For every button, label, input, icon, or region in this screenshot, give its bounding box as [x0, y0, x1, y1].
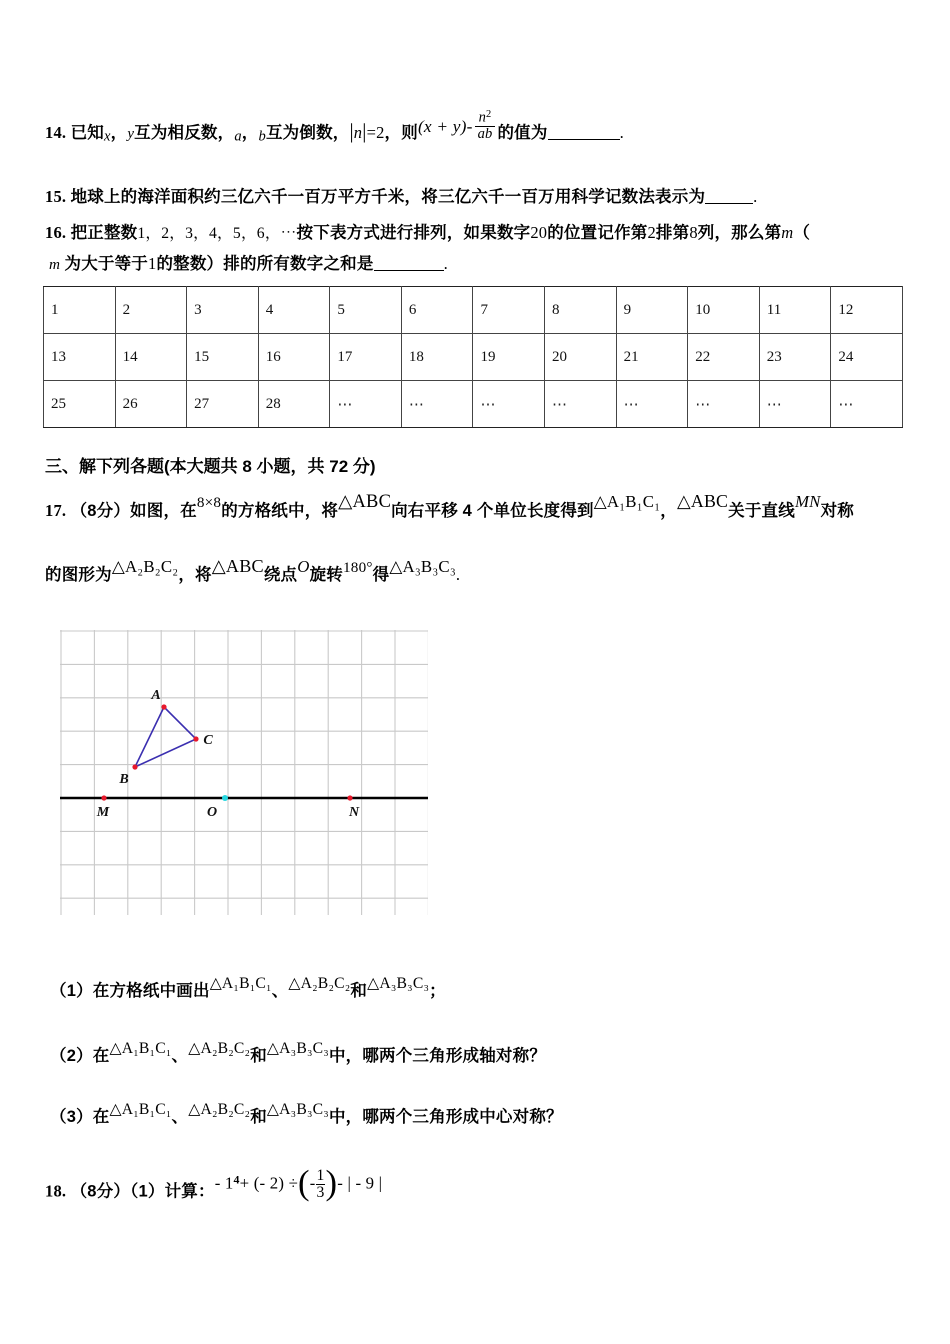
q16-answer-blank[interactable]: [374, 255, 444, 271]
table-cell: 18: [401, 334, 473, 381]
q14-var-x: x: [103, 128, 111, 145]
table-cell: ⋯: [545, 381, 617, 428]
table-cell: 21: [616, 334, 688, 381]
q17-text-a: 如图，在: [130, 502, 197, 520]
q16-line2-text-b: 的整数）排的所有数字之和是: [156, 255, 374, 274]
vertex-label-b: B: [119, 772, 129, 787]
table-cell: 13: [44, 334, 116, 381]
q17-sub1-sep-2: 和: [350, 982, 368, 1000]
table-row: [44, 334, 903, 381]
q17-sub2-text: 在: [92, 1047, 110, 1065]
q18-expr-b: + (- 2) ÷: [239, 1173, 299, 1193]
q14-number: 14.: [45, 122, 67, 142]
q16-line2-var-m: m: [49, 256, 61, 274]
table-cell: 26: [115, 381, 187, 428]
q16-num-8: 8: [689, 223, 698, 242]
q17-sub2-triangle-2: △A₂B₂C₂: [188, 1040, 251, 1057]
q17-triangle-a1b1c1: △A₁B₁C₁: [593, 492, 661, 511]
q17-line2-text-c: 旋转: [309, 566, 343, 584]
q17-sub2-triangle-3: △A₃B₃C₃: [266, 1040, 329, 1057]
table-cell: 15: [187, 334, 259, 381]
q17-text-d: 关于直线: [728, 502, 795, 520]
q14-comma-1: ，: [110, 123, 128, 142]
q18-frac-denominator: 3: [316, 1184, 325, 1202]
table-cell: 9: [616, 287, 688, 334]
point-n-dot: [347, 795, 352, 800]
q17-line-mn: MN: [794, 492, 821, 511]
q18-points: （8分）: [70, 1182, 131, 1201]
q17-number: 17.: [45, 501, 67, 520]
table-cell: 12: [831, 287, 903, 334]
table-cell: 23: [759, 334, 831, 381]
table-cell: 6: [401, 287, 473, 334]
q18-label: 计算：: [164, 1182, 215, 1201]
point-m-dot: [101, 795, 106, 800]
table-cell: 22: [688, 334, 760, 381]
q16-text-a: 把正整数: [70, 224, 138, 242]
q17-line2-comma: ，将: [178, 566, 212, 584]
q15-answer-blank[interactable]: [705, 188, 753, 204]
q16-num-20: 20: [530, 223, 548, 242]
table-cell: 17: [330, 334, 402, 381]
table-cell: 14: [115, 334, 187, 381]
q17-points: （8分）: [70, 502, 131, 520]
table-cell: 16: [258, 334, 330, 381]
q17-sub2-label: （2）: [50, 1047, 93, 1065]
table-cell: ⋯: [831, 381, 903, 428]
q17-sub2-sep-1: 、: [171, 1047, 189, 1065]
q17-sub3-sep-2: 和: [250, 1108, 267, 1126]
table-cell: 10: [688, 287, 760, 334]
q18-expr-a-exponent: 4: [233, 1172, 240, 1187]
q17-sub1-tail: ；: [429, 982, 446, 1000]
q17-triangle-abc-3: △ABC: [211, 556, 264, 576]
q16-text-e: 列，那么第: [697, 224, 782, 242]
q16-var-m: m: [781, 223, 794, 242]
table-cell: 28: [258, 381, 330, 428]
q16-text-b: 按下表方式进行排列，如果数字: [296, 224, 531, 242]
table-row: [44, 381, 903, 428]
table-cell: 2: [115, 287, 187, 334]
table-cell: 1: [44, 287, 116, 334]
q14-var-y: y: [127, 125, 135, 142]
q17-triangle-abc: △ABC: [338, 491, 392, 511]
q17-sub3-text: 在: [92, 1108, 110, 1126]
vertex-a-dot: [161, 704, 166, 709]
q14-text-a: 已知: [70, 123, 104, 142]
q18-paren-left: (: [298, 1164, 310, 1203]
q17-sub1-triangle-1: △A₁B₁C₁: [209, 975, 272, 992]
table-cell: ⋯: [473, 381, 545, 428]
table-row: [44, 287, 903, 334]
q17-point-o: O: [297, 557, 310, 576]
q17-line2-text-d: 得: [372, 566, 390, 584]
q14-eq-two: =2: [366, 122, 385, 142]
q14-frac-numerator: $n^2$: [478, 109, 492, 126]
grid-lines: [60, 630, 428, 915]
q18-paren-right: ): [325, 1164, 338, 1203]
table-cell: 11: [759, 287, 831, 334]
q15-number: 15.: [45, 187, 67, 207]
question-17-line-2: [45, 556, 461, 585]
table-cell: 20: [545, 334, 617, 381]
q14-comma-3: ，: [384, 123, 402, 142]
q16-number: 16.: [45, 223, 67, 242]
q17-triangle-a3b3c3: △A₃B₃C₃: [389, 557, 456, 576]
point-o-dot: [222, 795, 228, 801]
table-cell: 5: [330, 287, 402, 334]
q14-expr-lead: (x + y)-: [417, 116, 473, 136]
table-cell: 19: [473, 334, 545, 381]
q16-period: .: [443, 254, 448, 274]
q17-sub1-triangle-3: △A₃B₃C₃: [367, 975, 430, 992]
q14-text-d: 的值为: [497, 123, 548, 142]
vertex-label-c: C: [203, 733, 213, 748]
q17-sub3-tail: 中，哪两个三角形成中心对称？: [328, 1108, 563, 1126]
q17-grid-size: 8×8: [196, 494, 222, 511]
question-16-line-2: [49, 255, 448, 274]
q14-var-a: a: [234, 128, 242, 145]
q17-sub1-label: （1）: [50, 982, 93, 1000]
q18-expr-d: - | - 9 |: [337, 1173, 383, 1193]
question-18: [45, 1164, 383, 1210]
q17-line2-text-a: 的图形为: [45, 566, 112, 584]
table-cell: ⋯: [401, 381, 473, 428]
question-14: [45, 109, 624, 150]
section-heading: 三、解下列各题(本大题共 8 小题，共 72 分): [45, 457, 376, 476]
q16-num-1: 1: [148, 254, 157, 274]
q16-sequence: 1，2，3，4，5，6，⋯: [137, 225, 297, 242]
table-cell: 7: [473, 287, 545, 334]
q18-expr-a: - 1: [214, 1173, 234, 1193]
question-15: [45, 188, 758, 206]
question-17-sub-1: [50, 975, 446, 1000]
triangle-abc-shape: [135, 707, 196, 767]
q14-period: .: [619, 122, 624, 142]
q16-paren-open: （: [793, 224, 811, 242]
q14-abs-close: |: [362, 120, 367, 143]
table-cell: 3: [187, 287, 259, 334]
point-label-m: M: [96, 805, 110, 820]
question-16-line-1: [45, 224, 810, 242]
table-cell: 8: [545, 287, 617, 334]
q14-then: 则: [401, 123, 418, 142]
q17-sub3-triangle-2: △A₂B₂C₂: [188, 1101, 251, 1118]
q14-text-c: 互为倒数，: [265, 123, 350, 142]
table-cell: ⋯: [330, 381, 402, 428]
q14-frac-num-exponent: 2: [486, 109, 492, 120]
q16-text-c: 的位置记作第: [547, 224, 648, 242]
q16-line2-text-a: 为大于等于: [64, 255, 148, 274]
q17-sub3-triangle-3: △A₃B₃C₃: [266, 1101, 329, 1118]
figure-svg: [60, 630, 428, 915]
table-cell: 4: [258, 287, 330, 334]
question-17-sub-3: [50, 1101, 563, 1126]
q17-sub1-text: 在方格纸中画出: [92, 982, 210, 1000]
vertex-c-dot: [193, 736, 198, 741]
question-17-line-1: [45, 491, 854, 521]
q17-comma: ，: [660, 502, 677, 520]
q14-frac-denominator: ab: [475, 126, 496, 142]
q14-abs-open: |: [349, 120, 354, 143]
q17-sub3-sep-1: 、: [171, 1108, 189, 1126]
q17-line2-period: .: [455, 565, 461, 584]
q17-sub2-triangle-1: △A₁B₁C₁: [109, 1040, 172, 1057]
q17-text-e: 对称: [820, 502, 854, 520]
q17-triangle-a2b2c2: △A₂B₂C₂: [111, 557, 179, 576]
q14-fraction: [475, 110, 496, 142]
point-label-o: O: [206, 805, 218, 820]
number-arrangement-table: [43, 286, 903, 428]
q14-comma-2: ，: [241, 123, 259, 142]
q17-line2-text-b: 绕点: [263, 566, 298, 584]
q18-fraction: [316, 1168, 324, 1202]
table-cell: 25: [44, 381, 116, 428]
q14-var-n: n: [353, 122, 363, 142]
point-label-n: N: [348, 805, 360, 820]
q15-period: .: [753, 187, 758, 207]
vertex-label-a: A: [151, 688, 161, 703]
q18-part: （1）: [130, 1182, 165, 1201]
table-cell: ⋯: [759, 381, 831, 428]
q14-answer-blank[interactable]: [548, 124, 620, 140]
q18-frac-numerator: 1: [316, 1167, 325, 1184]
q17-triangle-abc-2: △ABC: [677, 491, 729, 511]
table-cell: ⋯: [688, 381, 760, 428]
vertex-b-dot: [132, 764, 137, 769]
q17-sub1-triangle-2: △A₂B₂C₂: [288, 975, 351, 992]
q17-text-c: 向右平移 4 个单位长度得到: [391, 502, 594, 520]
q15-text: 地球上的海洋面积约三亿六千一百万平方千米，将三亿六千一百万用科学记数法表示为: [70, 188, 706, 207]
q16-num-2: 2: [647, 223, 656, 242]
q16-text-d: 排第: [655, 224, 690, 242]
grid-paper-figure: [60, 630, 428, 915]
table-cell: ⋯: [616, 381, 688, 428]
q17-sub2-tail: 中，哪两个三角形成轴对称？: [328, 1047, 547, 1065]
q17-sub3-label: （3）: [50, 1108, 93, 1126]
q14-text-b: 互为相反数，: [134, 123, 235, 142]
table-cell: 24: [831, 334, 903, 381]
q18-expr-c: -: [309, 1173, 316, 1193]
question-17-sub-2: [50, 1040, 547, 1065]
table-cell: 27: [187, 381, 259, 428]
q17-text-b: 的方格纸中，将: [221, 502, 339, 520]
q17-sub2-sep-2: 和: [250, 1047, 267, 1065]
q18-number: 18.: [45, 1181, 67, 1201]
q17-sub1-sep-1: 、: [271, 982, 289, 1000]
q14-var-b: b: [258, 128, 266, 145]
q17-sub3-triangle-1: △A₁B₁C₁: [109, 1101, 172, 1118]
q17-angle: 180°: [343, 559, 373, 576]
